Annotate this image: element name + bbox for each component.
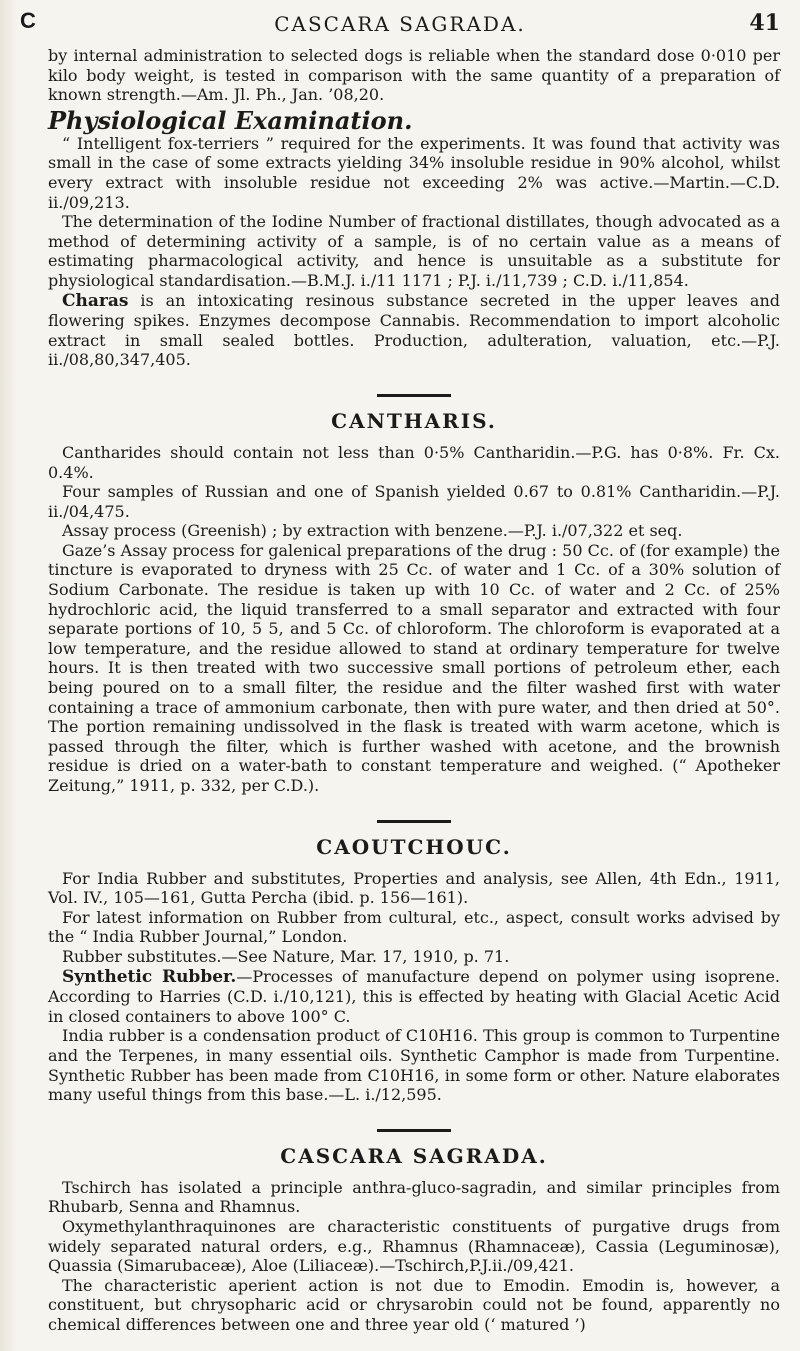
cascara-paragraph: The characteristic aperient action is not due to Emodin. Emodin is, however, a constituent, but chrysopharic acid or chrysarobin could not be found, apparently no chemical differences between one and three year old (‘ matured ’) <box>48 1275 780 1334</box>
cascara-paragraph: Tschirch has isolated a principle anthra-gluco-sagradin, and similar principles from Rhubarb, Senna and Rhamnus. <box>48 1177 780 1217</box>
cantharis-paragraph: Gaze’s Assay process for galenical preparations of the drug : 50 Cc. of (for example) the tincture is evaporated to dryness with 25 Cc. of water and 1 Cc. of a 30% solution of Sodium Carbonate. The residue is taken up with 10 Cc. of water and 2 Cc. of 25% hydrochloric acid, the liquid transferred to a small separator and extracted with four separate portions of 10, 5 5, and 5 Cc. of chloroform. The chloroform is evaporated at a low temperature, and the residue allowed to stand at ordinary temperature for twelve hours. It is then treated with two successive small portions of petroleum ether, each being poured on to a small filter, the residue and the filter washed first with water containing a trace of ammonium carbonate, then with pure water, and then dried at 50°. The portion remaining undissolved in the flask is treated with warm acetone, which is passed through the filter, which is further washed with acetone, and the brownish residue is dried on a water-bath to constant temperature and weighed. (“ Apotheker Zeitung,” 1911, p. 332, per C.D.). <box>48 540 780 795</box>
binding-edge <box>0 0 18 1351</box>
physiological-paragraph: “ Intelligent fox-terriers ” required for the experiments. It was found that activity was small in the case of some extracts yielding 34% insoluble residue in 90% alcohol, whilst every extract with insoluble residue not exceeding 2% was active.—Martin.—C.D. ii./09,213. <box>48 133 780 212</box>
caoutchouc-title: CAOUTCHOUC. <box>48 820 780 859</box>
physiological-paragraph: The determination of the Iodine Number of fractional distillates, though advocated as a method of determining activity of a sample, is of no certain value as a means of estimating pharmacological activity, and hence is unsuitable as a substitute for physiological standardisation.—B.M.J. i./11 1171 ; P.J. i./11,739 ; C.D. i./11,854. <box>48 212 780 290</box>
synthetic-rubber-paragraph <box>48 967 780 1027</box>
cascara-title: CASCARA SAGRADA. <box>48 1129 780 1168</box>
physiological-heading: Physiological Examination. <box>48 105 413 135</box>
cantharis-paragraph: Four samples of Russian and one of Spanish yielded 0.67 to 0.81% Cantharidin.—P.J. ii./04,475. <box>48 482 780 521</box>
caoutchouc-paragraph: For latest information on Rubber from cultural, etc., aspect, consult works advised by the “ India Rubber Journal,” London. <box>48 907 780 947</box>
caoutchouc-paragraph: Rubber substitutes.—See Nature, Mar. 17, 1910, p. 71. <box>62 946 510 966</box>
page-header <box>20 4 780 38</box>
charas-lead: Charas <box>62 290 129 311</box>
intro-paragraph: by internal administration to selected dogs is reliable when the standard dose 0·010 per kilo body weight, is tested in comparison with the same quantity of a preparation of known strength.—Am. Jl. Ph., Jan. ’08,20. <box>48 46 780 105</box>
cascara-paragraph: Oxymethylanthraquinones are characteristic constituents of purgative drugs from widely separated natural orders, e.g., Rhamnus (Rhamnaceæ), Cassia (Leguminosæ), Quassia (Simarubaceæ), Aloe (Liliaceæ).—Tschirch,P.J.ii./09,421. <box>48 1216 780 1276</box>
charas-text: is an intoxicating resinous substance secreted in the upper leaves and flowering spikes. Enzymes decompose Cannabis. Recommendation to import alcoholic extract in small sealed bottles. Production, adulteration, valuation, etc.—P.J. ii./08,80,347,405. <box>48 290 780 370</box>
page-body <box>48 46 780 1334</box>
charas-paragraph <box>48 291 780 370</box>
running-title: CASCARA SAGRADA. <box>274 12 526 36</box>
cantharis-paragraph: Assay process (Greenish) ; by extraction with benzene.—P.J. i./07,322 et seq. <box>62 521 683 541</box>
caoutchouc-paragraph: India rubber is a condensation product of C10H16. This group is common to Turpentine and the Terpenes, in many essential oils. Synthetic Camphor is made from Turpentine. Synthetic Rubber has been made from C10H16, in some form or other. Nature elaborates many useful things from this base.—L. i./12,595. <box>48 1026 780 1105</box>
cantharis-paragraph: Cantharides should contain not less than 0·5% Cantharidin.—P.G. has 0·8%. Fr. Cx. 0.4%. <box>48 442 780 482</box>
page-number: 41 <box>749 10 780 36</box>
section-letter: C <box>20 8 36 33</box>
synthetic-rubber-lead: Synthetic Rubber. <box>62 966 237 987</box>
caoutchouc-paragraph: For India Rubber and substitutes, Properties and analysis, see Allen, 4th Edn., 1911, Vol. IV., 105—161, Gutta Percha (ibid. p. 156—161). <box>48 868 780 908</box>
cantharis-title: CANTHARIS. <box>48 394 780 433</box>
synthetic-rubber-text: —Processes of manufacture depend on polymer using isoprene. According to Harries (C.D. i./10,121), this is effected by heating with Glacial Acetic Acid in closed containers to above 100° C. <box>48 966 780 1026</box>
